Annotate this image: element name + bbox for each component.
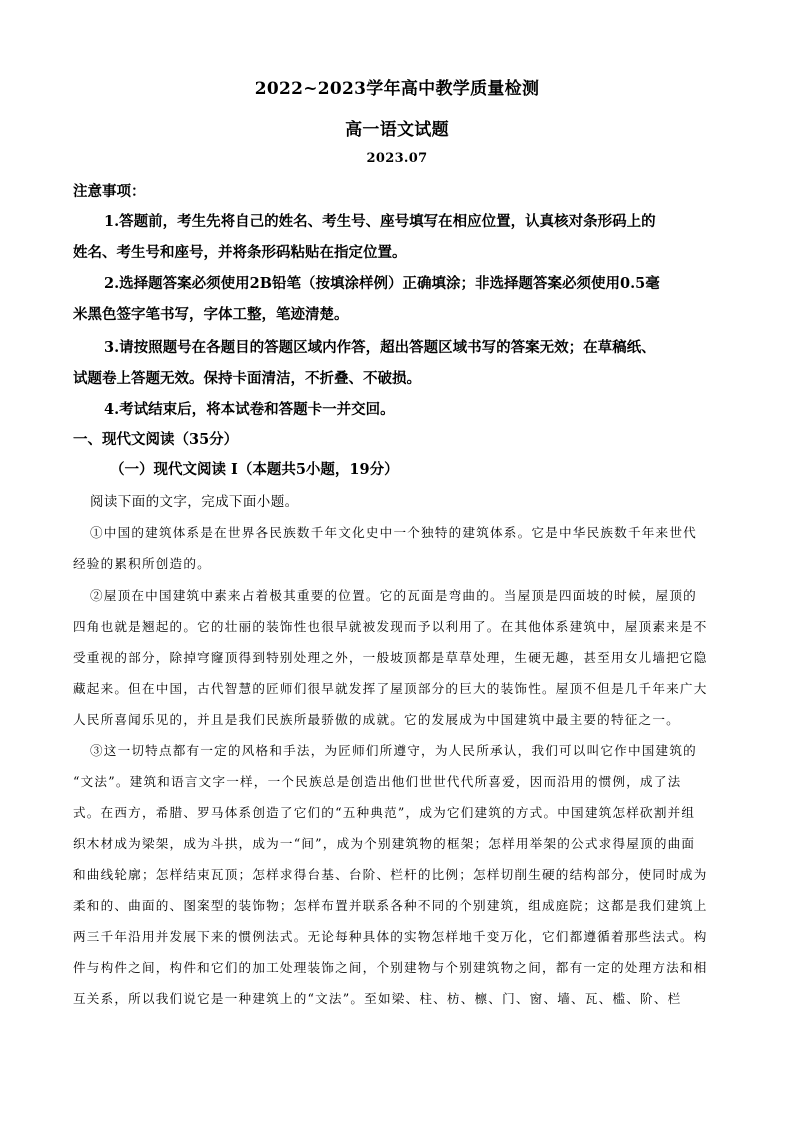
passage-line: 柔和的、曲面的、图案型的装饰物；怎样布置并联系各种不同的个别建筑，组成庭院；这都是我们建筑上 bbox=[73, 898, 708, 913]
exam-title: 2022~2023学年高中教学质量检测 bbox=[254, 79, 540, 99]
notice-line: 试题卷上答题无效。保持卡面清洁，不折叠、不破损。 bbox=[73, 370, 421, 387]
passage-line: ③这一切特点都有一定的风格和手法，为匠师们所遵守，为人民所承认，我们可以叫它作中国建筑的 bbox=[90, 743, 697, 758]
passage-line: ②屋顶在中国建筑中素来占着极其重要的位置。它的瓦面是弯曲的。当屋顶是四面坡的时候，屋顶的 bbox=[90, 588, 697, 603]
notice-line: 2.选择题答案必须使用2B铅笔（按填涂样例）正确填涂；非选择题答案必须使用0.5毫 bbox=[104, 275, 660, 292]
passage-line: 四角也就是翘起的。它的壮丽的装饰性也很早就被发现而予以利用了。在其他体系建筑中，屋顶素来是不 bbox=[73, 619, 708, 634]
section-heading: 一、现代文阅读（35分） bbox=[73, 431, 239, 448]
exam-date: 2023.07 bbox=[366, 151, 428, 166]
passage-line: 织木材成为梁架，成为斗拱，成为一“间”，成为个别建筑物的框架；怎样用举架的公式求得屋顶的曲面 bbox=[73, 836, 696, 851]
passage-line: 藏起来。但在中国，古代智慧的匠师们很早就发挥了屋顶部分的巨大的装饰性。屋顶不但是几千年来广大 bbox=[73, 681, 708, 696]
passage-line: ①中国的建筑体系是在世界各民族数千年文化史中一个独特的建筑体系。它是中华民族数千年来世代 bbox=[90, 525, 697, 540]
passage-line: 两三千年沿用并发展下来的惯例法式。无论每种具体的实物怎样地千变万化，它们都遵循着那些法式。构 bbox=[73, 929, 708, 944]
notice-heading: 注意事项： bbox=[73, 183, 146, 200]
passage-line: 互关系，所以我们说它是一种建筑上的“文法”。至如梁、柱、枋、檩、门、窗、墙、瓦、槛、阶、栏 bbox=[73, 991, 682, 1006]
passage-line: 受重视的部分，除掉穹窿顶得到特别处理之外，一般坡顶都是草草处理，生硬无趣，甚至用女儿墙把它隐 bbox=[73, 650, 708, 665]
notice-line: 米黑色签字笔书写，字体工整，笔迹清楚。 bbox=[73, 306, 349, 323]
reading-instruction: 阅读下面的文字，完成下面小题。 bbox=[90, 494, 299, 510]
notice-line: 姓名、考生号和座号，并将条形码粘贴在指定位置。 bbox=[73, 244, 407, 261]
passage-line: 式。在西方，希腊、罗马体系创造了它们的“五种典范”，成为它们建筑的方式。中国建筑怎样砍割并组 bbox=[73, 805, 696, 820]
section-subheading: （一）现代文阅读 I（本题共5小题，19分） bbox=[110, 461, 399, 478]
notice-line: 4.考试结束后，将本试卷和答题卡一并交回。 bbox=[104, 401, 395, 418]
passage-line: 人民所喜闻乐见的，并且是我们民族所最骄傲的成就。它的发展成为中国建筑中最主要的特征之一。 bbox=[73, 712, 680, 727]
exam-subtitle: 高一语文试题 bbox=[345, 120, 449, 140]
notice-line: 1.答题前，考生先将自己的姓名、考生号、座号填写在相应位置，认真核对条形码上的 bbox=[104, 213, 656, 230]
notice-line: 3.请按照题号在各题目的答题区域内作答，超出答题区域书写的答案无效；在草稿纸、 bbox=[104, 339, 656, 356]
passage-line: “文法”。建筑和语言文字一样，一个民族总是创造出他们世世代代所喜爱，因而沿用的惯例，成了法 bbox=[73, 774, 682, 789]
passage-line: 件与构件之间，构件和它们的加工处理装饰之间，个别建物与个别建筑物之间，都有一定的处理方法和相 bbox=[73, 960, 708, 975]
passage-line: 经验的累积所创造的。 bbox=[73, 556, 211, 571]
passage-line: 和曲线轮廓；怎样结束瓦顶；怎样求得台基、台阶、栏杆的比例；怎样切削生硬的结构部分，使同时成为 bbox=[73, 867, 708, 882]
